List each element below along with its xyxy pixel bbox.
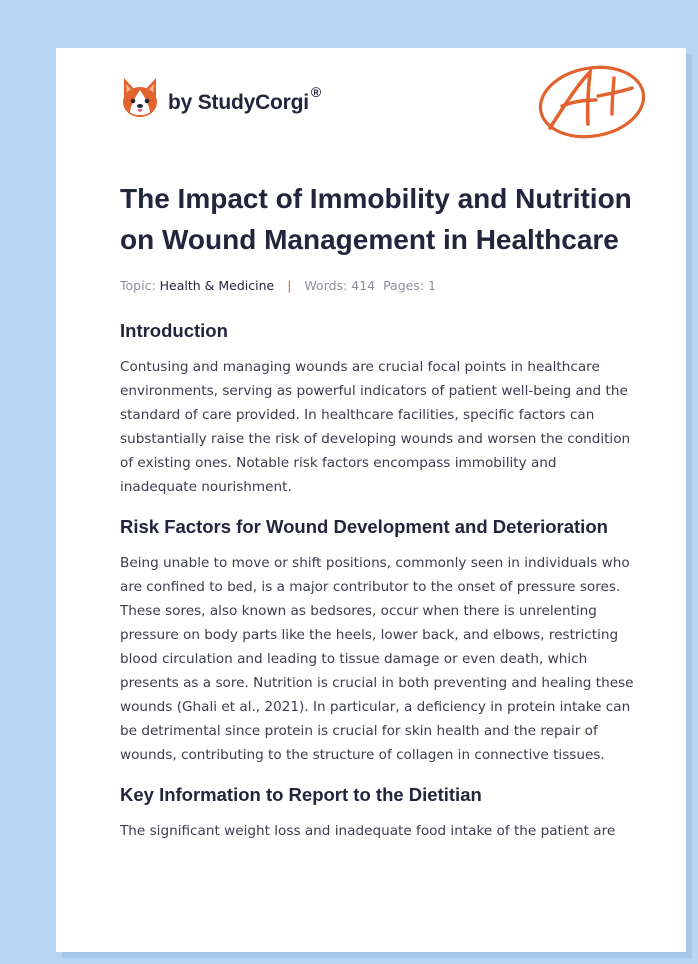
- page-count: Pages: 1: [383, 278, 436, 293]
- brand-name: by StudyCorgi ®: [168, 83, 322, 114]
- section-body-key-information: The significant weight loss and inadequate food intake of the patient are: [120, 823, 616, 839]
- topic-link[interactable]: Health & Medicine: [159, 278, 275, 293]
- document-page: [56, 48, 686, 952]
- corgi-icon: [120, 76, 160, 120]
- section-heading-key-information: Key Information to Report to the Dietitian: [120, 784, 482, 805]
- section-body-risk-factors: Being unable to move or shift positions, commonly seen in individuals who are confined to bed, is a major contributor to the onset of pressure sores. These sores, also known as bedsores, occur when there is unrelenting pressure on body parts like the heels, lower back, and elbows, restricting blood circulation and leading to tissue damage or even death, which presents as a sore. Nutrition is crucial in both preventing and healing these wounds (Ghali et al., 2021). In particular, a deficiency in protein intake can be detrimental since protein is crucial for skin health and the repair of wounds, contributing to the structure of collagen in connective tissues.: [120, 555, 634, 763]
- article: [120, 178, 636, 843]
- page-title: The Impact of Immobility and Nutrition on Wound Management in Healthcare: [120, 183, 632, 255]
- header: [56, 48, 686, 168]
- section-heading-risk-factors: Risk Factors for Wound Development and Deterioration: [120, 516, 608, 537]
- meta-separator: |: [287, 278, 292, 293]
- section-heading-introduction: Introduction: [120, 320, 228, 341]
- section-body-introduction: Contusing and managing wounds are crucial focal points in healthcare environments, serving as powerful indicators of patient well-being and the standard of care provided. In healthcare facilities, specific factors can substantially raise the risk of developing wounds and worsen the condition of existing ones. Notable risk factors encompass immobility and inadequate nourishment.: [120, 359, 631, 495]
- a-plus-grade-icon: [536, 58, 648, 140]
- word-count: Words: 414: [304, 278, 376, 293]
- topic-label: Topic:: [120, 278, 156, 293]
- brand-logo[interactable]: [120, 76, 321, 120]
- article-meta: [120, 278, 636, 293]
